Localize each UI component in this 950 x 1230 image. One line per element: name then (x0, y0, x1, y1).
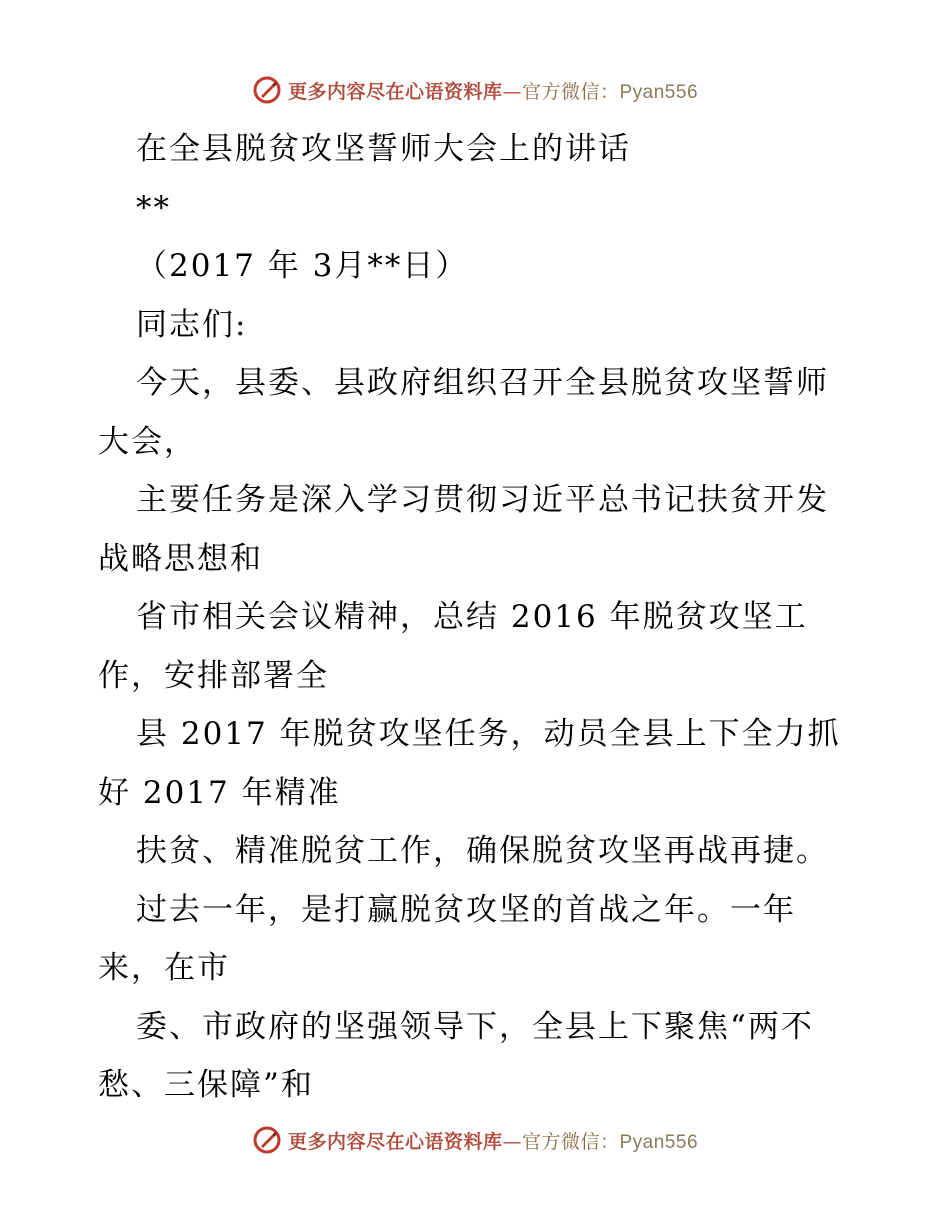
paragraph-line: 作，安排部署全 (98, 657, 329, 694)
paragraph-line: 委、市政府的坚强领导下，全县上下聚焦“两不 (136, 1008, 814, 1045)
footer-banner-title: 更多内容尽在心语资料库 (287, 1130, 503, 1153)
document-body (98, 120, 858, 1115)
paragraph-line: 好 2017 年精准 (98, 774, 341, 811)
footer-banner-wechat-id: Pyan556 (619, 1131, 699, 1153)
paragraph-line: 扶贫、精准脱贫工作，确保脱贫攻坚再战再捷。 (136, 833, 829, 869)
paragraph-line: 大会， (98, 423, 197, 460)
document-date: （2017 年 3月**日） (136, 248, 469, 284)
header-banner-title: 更多内容尽在心语资料库 (287, 80, 503, 103)
document-title: 在全县脱贫攻坚誓师大会上的讲话 (136, 131, 631, 167)
paragraph-line: 省市相关会议精神，总结 2016 年脱贫攻坚工 (136, 599, 808, 635)
document-author: ** (136, 189, 171, 226)
paragraph-line: 来，在市 (98, 950, 230, 986)
paragraph-line: 愁、三保障”和 (98, 1067, 314, 1103)
footer-banner-dash: — (502, 1130, 522, 1153)
header-watermark-banner (0, 70, 950, 110)
paragraph-line: 县 2017 年脱贫攻坚任务，动员全县上下全力抓 (136, 716, 841, 752)
document-salutation: 同志们: (136, 306, 248, 343)
header-banner-wechat-label: 官方微信： (521, 80, 620, 103)
header-banner-wechat-id: Pyan556 (619, 81, 699, 103)
header-banner-text (288, 77, 698, 104)
header-banner-dash: — (502, 80, 522, 103)
pen-logo-icon (252, 1125, 282, 1155)
paragraph-line: 战略思想和 (98, 540, 263, 577)
paragraph-line: 主要任务是深入学习贯彻习近平总书记扶贫开发 (136, 482, 829, 518)
pen-logo-icon (252, 75, 282, 105)
footer-banner-text (288, 1127, 698, 1154)
footer-banner-wechat-label: 官方微信： (521, 1130, 620, 1153)
paragraph-line: 过去一年，是打赢脱贫攻坚的首战之年。一年 (136, 891, 796, 928)
footer-watermark-banner (0, 1120, 950, 1160)
paragraph-line: 今天，县委、县政府组织召开全县脱贫攻坚誓师 (136, 365, 829, 401)
